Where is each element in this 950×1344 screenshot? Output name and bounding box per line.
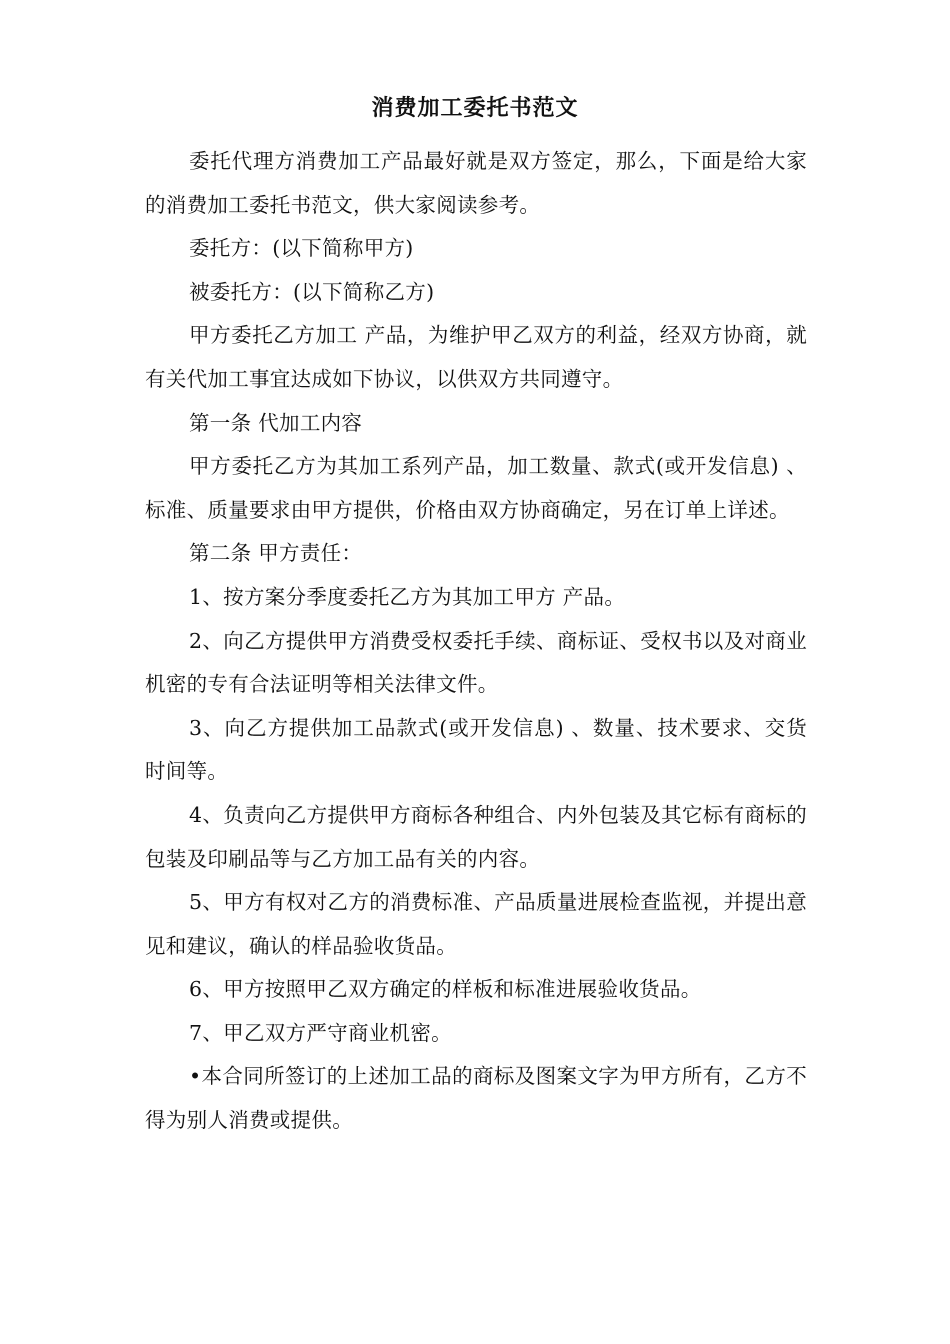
list-item: 3、向乙方提供加工品款式(或开发信息) 、数量、技术要求、交货时间等。 <box>145 715 807 784</box>
list-item: 7、甲乙双方严守商业机密。 <box>189 1020 452 1045</box>
list-item: 4、负责向乙方提供甲方商标各种组合、内外包装及其它标有商标的包装及印刷品等与乙方加工品有关的内容。 <box>145 802 807 871</box>
paragraph-principal: 委托方：(以下简称甲方) <box>189 236 414 261</box>
list-item: 1、按方案分季度委托乙方为其加工甲方 产品。 <box>189 584 626 609</box>
paragraph-intro: 委托代理方消费加工产品最好就是双方签定，那么，下面是给大家的消费加工委托书范文，供大家阅读参考。 <box>145 149 807 217</box>
article-1-content: 甲方委托乙方为其加工系列产品，加工数量、款式(或开发信息) 、标准、质量要求由甲方提供，价格由双方协商确定，另在订单上详述。 <box>145 454 807 522</box>
list-item: 5、甲方有权对乙方的消费标准、产品质量进展检查监视，并提出意见和建议，确认的样品验收货品。 <box>145 890 807 958</box>
paragraph-agent: 被委托方：(以下简称乙方) <box>189 279 435 304</box>
list-item: 6、甲方按照甲乙双方确定的样板和标准进展验收货品。 <box>189 977 702 1002</box>
document-title: 消费加工委托书范文 <box>371 96 579 121</box>
bullet-item: •本合同所签订的上述加工品的商标及图案文字为甲方所有，乙方不得为别人消费或提供。 <box>145 1064 807 1133</box>
document-body <box>145 140 807 1143</box>
list-item: 2、向乙方提供甲方消费受权委托手续、商标证、受权书以及对商业机密的专有合法证明等相关法律文件。 <box>145 628 807 697</box>
article-2-heading: 第二条 甲方责任： <box>189 541 363 566</box>
paragraph-purpose: 甲方委托乙方加工 产品，为维护甲乙双方的利益，经双方协商，就有关代加工事宜达成如下协议，以供双方共同遵守。 <box>145 323 807 391</box>
article-1-heading: 第一条 代加工内容 <box>189 410 363 435</box>
